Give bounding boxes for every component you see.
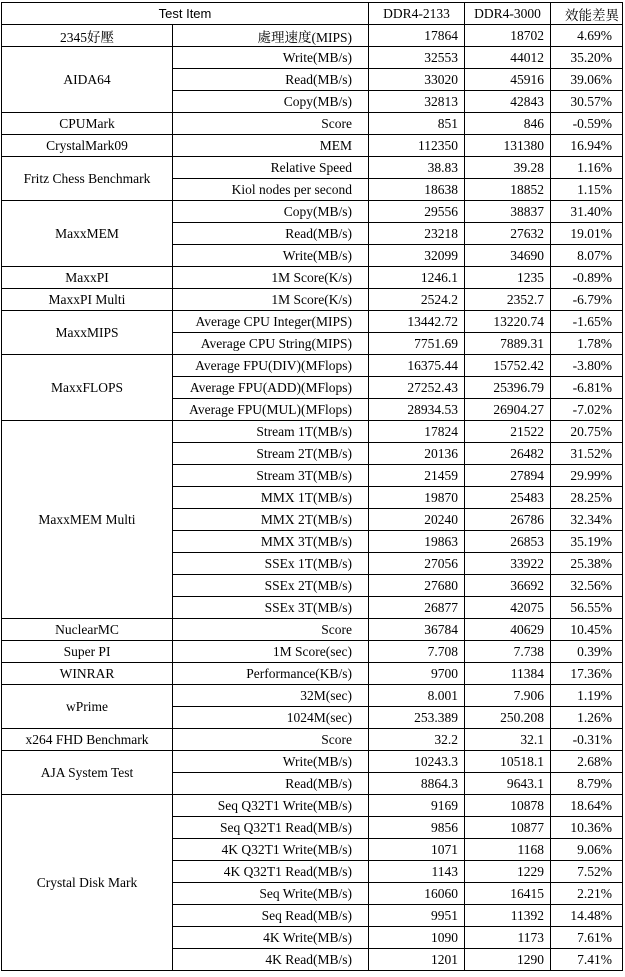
metric-name: 4K Q32T1 Write(MB/s) (173, 839, 369, 861)
table-row (2, 311, 623, 333)
metric-name: Write(MB/s) (173, 751, 369, 773)
table-row (2, 289, 623, 311)
performance-diff-value: 10.36% (551, 817, 623, 839)
ddr4-2133-value: 112350 (369, 135, 465, 157)
ddr4-2133-value: 27680 (369, 575, 465, 597)
benchmark-name: NuclearMC (2, 619, 173, 641)
benchmark-name: AIDA64 (2, 47, 173, 113)
ddr4-3000-value: 45916 (465, 69, 551, 91)
metric-name: Read(MB/s) (173, 773, 369, 795)
metric-name: 1M Score(K/s) (173, 267, 369, 289)
performance-diff-value: -0.89% (551, 267, 623, 289)
benchmark-table (1, 2, 623, 971)
benchmark-name: MaxxPI (2, 267, 173, 289)
ddr4-3000-value: 33922 (465, 553, 551, 575)
metric-name: 4K Q32T1 Read(MB/s) (173, 861, 369, 883)
ddr4-3000-value: 131380 (465, 135, 551, 157)
ddr4-3000-value: 40629 (465, 619, 551, 641)
ddr4-3000-value: 1235 (465, 267, 551, 289)
performance-diff-value: 1.16% (551, 157, 623, 179)
ddr4-3000-value: 7.906 (465, 685, 551, 707)
table-row (2, 25, 623, 47)
ddr4-2133-value: 19863 (369, 531, 465, 553)
ddr4-3000-value: 10877 (465, 817, 551, 839)
table-row (2, 47, 623, 69)
ddr4-3000-value: 26482 (465, 443, 551, 465)
ddr4-2133-value: 851 (369, 113, 465, 135)
performance-diff-value: 35.19% (551, 531, 623, 553)
performance-diff-value: -6.79% (551, 289, 623, 311)
ddr4-2133-value: 32553 (369, 47, 465, 69)
table-row (2, 113, 623, 135)
benchmark-name: CPUMark (2, 113, 173, 135)
ddr4-3000-value: 39.28 (465, 157, 551, 179)
ddr4-2133-value: 13442.72 (369, 311, 465, 333)
ddr4-2133-value: 32813 (369, 91, 465, 113)
ddr4-3000-value: 32.1 (465, 729, 551, 751)
ddr4-2133-value: 33020 (369, 69, 465, 91)
table-row (2, 641, 623, 663)
metric-name: 處理速度(MIPS) (173, 25, 369, 47)
ddr4-2133-value: 19870 (369, 487, 465, 509)
ddr4-2133-value: 8864.3 (369, 773, 465, 795)
metric-name: Kiol nodes per second (173, 179, 369, 201)
metric-name: 4K Write(MB/s) (173, 927, 369, 949)
performance-diff-value: -6.81% (551, 377, 623, 399)
performance-diff-value: 20.75% (551, 421, 623, 443)
performance-diff-value: 1.26% (551, 707, 623, 729)
metric-name: 1M Score(sec) (173, 641, 369, 663)
benchmark-name: MaxxMIPS (2, 311, 173, 355)
performance-diff-value: 56.55% (551, 597, 623, 619)
ddr4-3000-value: 44012 (465, 47, 551, 69)
performance-diff-value: 32.34% (551, 509, 623, 531)
benchmark-name: MaxxPI Multi (2, 289, 173, 311)
ddr4-3000-value: 42843 (465, 91, 551, 113)
performance-diff-value: 10.45% (551, 619, 623, 641)
ddr4-2133-value: 1090 (369, 927, 465, 949)
metric-name: Read(MB/s) (173, 223, 369, 245)
ddr4-3000-value: 13220.74 (465, 311, 551, 333)
ddr4-2133-value: 9169 (369, 795, 465, 817)
table-row (2, 157, 623, 179)
ddr4-3000-value: 27632 (465, 223, 551, 245)
metric-name: Write(MB/s) (173, 47, 369, 69)
ddr4-2133-value: 17864 (369, 25, 465, 47)
performance-diff-value: 7.41% (551, 949, 623, 971)
benchmark-name: Crystal Disk Mark (2, 795, 173, 971)
performance-diff-value: 4.69% (551, 25, 623, 47)
metric-name: SSEx 2T(MB/s) (173, 575, 369, 597)
ddr4-2133-value: 7751.69 (369, 333, 465, 355)
ddr4-2133-value: 36784 (369, 619, 465, 641)
ddr4-2133-value: 26877 (369, 597, 465, 619)
benchmark-name: CrystalMark09 (2, 135, 173, 157)
metric-name: Average FPU(MUL)(MFlops) (173, 399, 369, 421)
ddr4-3000-value: 27894 (465, 465, 551, 487)
benchmark-name: 2345好壓 (2, 25, 173, 47)
header-test-item: Test Item (2, 3, 369, 25)
performance-diff-value: 9.06% (551, 839, 623, 861)
metric-name: SSEx 3T(MB/s) (173, 597, 369, 619)
ddr4-3000-value: 250.208 (465, 707, 551, 729)
performance-diff-value: -7.02% (551, 399, 623, 421)
metric-name: Average CPU Integer(MIPS) (173, 311, 369, 333)
table-row (2, 267, 623, 289)
ddr4-2133-value: 20136 (369, 443, 465, 465)
table-row (2, 685, 623, 707)
metric-name: Copy(MB/s) (173, 201, 369, 223)
ddr4-3000-value: 9643.1 (465, 773, 551, 795)
ddr4-2133-value: 20240 (369, 509, 465, 531)
metric-name: MMX 3T(MB/s) (173, 531, 369, 553)
performance-diff-value: 7.61% (551, 927, 623, 949)
ddr4-3000-value: 25483 (465, 487, 551, 509)
performance-diff-value: 1.78% (551, 333, 623, 355)
ddr4-2133-value: 9856 (369, 817, 465, 839)
table-row (2, 421, 623, 443)
table-row (2, 135, 623, 157)
performance-diff-value: 32.56% (551, 575, 623, 597)
ddr4-3000-value: 18852 (465, 179, 551, 201)
ddr4-2133-value: 1246.1 (369, 267, 465, 289)
performance-diff-value: 39.06% (551, 69, 623, 91)
ddr4-3000-value: 15752.42 (465, 355, 551, 377)
ddr4-2133-value: 253.389 (369, 707, 465, 729)
ddr4-2133-value: 28934.53 (369, 399, 465, 421)
ddr4-3000-value: 846 (465, 113, 551, 135)
metric-name: Performance(KB/s) (173, 663, 369, 685)
performance-diff-value: 18.64% (551, 795, 623, 817)
performance-diff-value: 30.57% (551, 91, 623, 113)
metric-name: Copy(MB/s) (173, 91, 369, 113)
ddr4-2133-value: 32099 (369, 245, 465, 267)
ddr4-3000-value: 2352.7 (465, 289, 551, 311)
ddr4-2133-value: 21459 (369, 465, 465, 487)
metric-name: Relative Speed (173, 157, 369, 179)
benchmark-name: AJA System Test (2, 751, 173, 795)
ddr4-2133-value: 29556 (369, 201, 465, 223)
metric-name: Score (173, 113, 369, 135)
performance-diff-value: 14.48% (551, 905, 623, 927)
benchmark-name: Super PI (2, 641, 173, 663)
metric-name: SSEx 1T(MB/s) (173, 553, 369, 575)
performance-diff-value: 31.52% (551, 443, 623, 465)
metric-name: Score (173, 619, 369, 641)
ddr4-3000-value: 1173 (465, 927, 551, 949)
benchmark-name: wPrime (2, 685, 173, 729)
performance-diff-value: 28.25% (551, 487, 623, 509)
ddr4-3000-value: 26904.27 (465, 399, 551, 421)
ddr4-2133-value: 1201 (369, 949, 465, 971)
metric-name: Stream 3T(MB/s) (173, 465, 369, 487)
ddr4-3000-value: 11392 (465, 905, 551, 927)
performance-diff-value: 0.39% (551, 641, 623, 663)
ddr4-3000-value: 1290 (465, 949, 551, 971)
performance-diff-value: 2.68% (551, 751, 623, 773)
ddr4-2133-value: 18638 (369, 179, 465, 201)
metric-name: Seq Read(MB/s) (173, 905, 369, 927)
performance-diff-value: -0.59% (551, 113, 623, 135)
ddr4-2133-value: 1071 (369, 839, 465, 861)
ddr4-3000-value: 1168 (465, 839, 551, 861)
ddr4-2133-value: 17824 (369, 421, 465, 443)
metric-name: Seq Q32T1 Write(MB/s) (173, 795, 369, 817)
header-ddr4-2133: DDR4-2133 (369, 3, 465, 25)
metric-name: Average FPU(ADD)(MFlops) (173, 377, 369, 399)
performance-diff-value: 16.94% (551, 135, 623, 157)
metric-name: 32M(sec) (173, 685, 369, 707)
performance-diff-value: 8.79% (551, 773, 623, 795)
table-row (2, 729, 623, 751)
performance-diff-value: 1.15% (551, 179, 623, 201)
benchmark-name: MaxxMEM Multi (2, 421, 173, 619)
benchmark-name: x264 FHD Benchmark (2, 729, 173, 751)
metric-name: Average FPU(DIV)(MFlops) (173, 355, 369, 377)
metric-name: 1024M(sec) (173, 707, 369, 729)
ddr4-3000-value: 10518.1 (465, 751, 551, 773)
performance-diff-value: -1.65% (551, 311, 623, 333)
ddr4-3000-value: 16415 (465, 883, 551, 905)
table-row (2, 751, 623, 773)
ddr4-3000-value: 38837 (465, 201, 551, 223)
performance-diff-value: -0.31% (551, 729, 623, 751)
metric-name: MMX 2T(MB/s) (173, 509, 369, 531)
metric-name: Score (173, 729, 369, 751)
performance-diff-value: 2.21% (551, 883, 623, 905)
table-row (2, 663, 623, 685)
ddr4-3000-value: 7.738 (465, 641, 551, 663)
ddr4-3000-value: 34690 (465, 245, 551, 267)
performance-diff-value: 8.07% (551, 245, 623, 267)
ddr4-2133-value: 2524.2 (369, 289, 465, 311)
table-row (2, 795, 623, 817)
ddr4-2133-value: 27252.43 (369, 377, 465, 399)
ddr4-3000-value: 11384 (465, 663, 551, 685)
benchmark-name: Fritz Chess Benchmark (2, 157, 173, 201)
metric-name: Average CPU String(MIPS) (173, 333, 369, 355)
performance-diff-value: 29.99% (551, 465, 623, 487)
benchmark-name: MaxxMEM (2, 201, 173, 267)
metric-name: 4K Read(MB/s) (173, 949, 369, 971)
performance-diff-value: 35.20% (551, 47, 623, 69)
performance-diff-value: 31.40% (551, 201, 623, 223)
metric-name: Stream 1T(MB/s) (173, 421, 369, 443)
performance-diff-value: 17.36% (551, 663, 623, 685)
metric-name: Write(MB/s) (173, 245, 369, 267)
ddr4-3000-value: 1229 (465, 861, 551, 883)
ddr4-2133-value: 16060 (369, 883, 465, 905)
metric-name: Seq Write(MB/s) (173, 883, 369, 905)
metric-name: Read(MB/s) (173, 69, 369, 91)
performance-diff-value: 7.52% (551, 861, 623, 883)
metric-name: MMX 1T(MB/s) (173, 487, 369, 509)
table-row (2, 619, 623, 641)
performance-diff-value: 25.38% (551, 553, 623, 575)
ddr4-2133-value: 23218 (369, 223, 465, 245)
benchmark-name: MaxxFLOPS (2, 355, 173, 421)
ddr4-3000-value: 25396.79 (465, 377, 551, 399)
ddr4-3000-value: 42075 (465, 597, 551, 619)
ddr4-2133-value: 8.001 (369, 685, 465, 707)
ddr4-2133-value: 9951 (369, 905, 465, 927)
table-body (2, 25, 623, 971)
ddr4-2133-value: 38.83 (369, 157, 465, 179)
ddr4-2133-value: 7.708 (369, 641, 465, 663)
ddr4-2133-value: 10243.3 (369, 751, 465, 773)
header-performance-diff: 效能差異 (551, 3, 623, 25)
ddr4-2133-value: 32.2 (369, 729, 465, 751)
ddr4-3000-value: 26786 (465, 509, 551, 531)
performance-diff-value: 1.19% (551, 685, 623, 707)
metric-name: Stream 2T(MB/s) (173, 443, 369, 465)
ddr4-2133-value: 1143 (369, 861, 465, 883)
metric-name: MEM (173, 135, 369, 157)
header-ddr4-3000: DDR4-3000 (465, 3, 551, 25)
metric-name: Seq Q32T1 Read(MB/s) (173, 817, 369, 839)
ddr4-2133-value: 16375.44 (369, 355, 465, 377)
ddr4-3000-value: 36692 (465, 575, 551, 597)
header-row (2, 3, 623, 25)
table-row (2, 201, 623, 223)
ddr4-3000-value: 21522 (465, 421, 551, 443)
performance-diff-value: -3.80% (551, 355, 623, 377)
performance-diff-value: 19.01% (551, 223, 623, 245)
ddr4-3000-value: 26853 (465, 531, 551, 553)
benchmark-name: WINRAR (2, 663, 173, 685)
ddr4-2133-value: 9700 (369, 663, 465, 685)
metric-name: 1M Score(K/s) (173, 289, 369, 311)
ddr4-3000-value: 10878 (465, 795, 551, 817)
table-row (2, 355, 623, 377)
ddr4-2133-value: 27056 (369, 553, 465, 575)
ddr4-3000-value: 7889.31 (465, 333, 551, 355)
ddr4-3000-value: 18702 (465, 25, 551, 47)
